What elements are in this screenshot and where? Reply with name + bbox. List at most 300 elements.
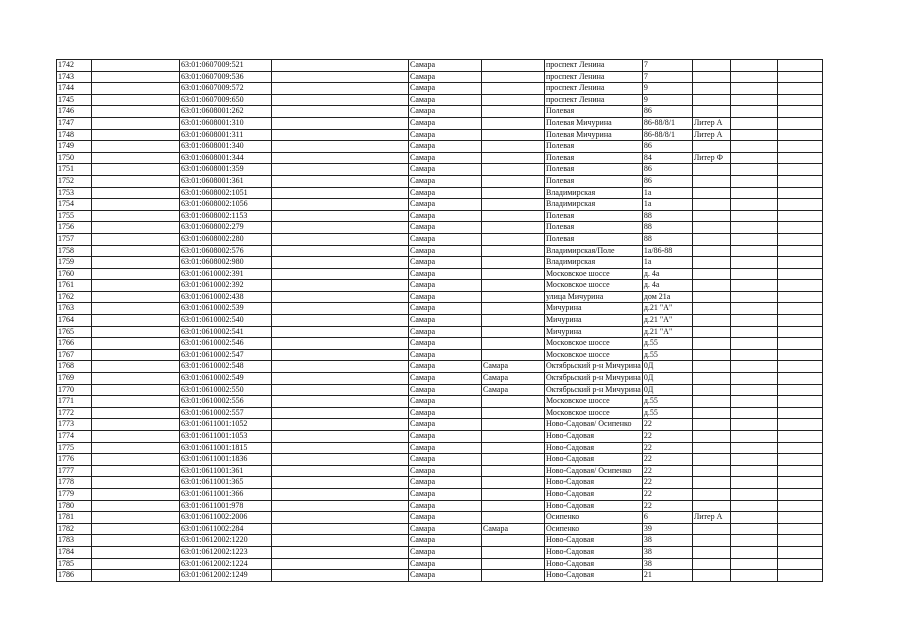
table-row [57, 175, 823, 187]
blank-col-cell [92, 477, 180, 489]
street-cell: Октябрьский р-н Мичурина [545, 373, 643, 385]
row-number-cell: 1786 [57, 570, 92, 582]
house-number-cell: д.21 "А" [642, 326, 692, 338]
liter-cell [692, 558, 730, 570]
city-cell: Самара [409, 199, 482, 211]
city-cell: Самара [409, 326, 482, 338]
house-number-cell: 88 [642, 233, 692, 245]
blank-col-cell [92, 349, 180, 361]
liter-cell [692, 361, 730, 373]
cadastral-number-cell: 63:01:0612002:1220 [180, 535, 272, 547]
house-number-cell: 22 [642, 454, 692, 466]
blank-col-cell [272, 396, 409, 408]
district-cell: Самара [482, 523, 545, 535]
extra-col-cell [730, 488, 777, 500]
extra-col-cell [730, 129, 777, 141]
district-cell [482, 488, 545, 500]
blank-col-cell [272, 419, 409, 431]
liter-cell [692, 500, 730, 512]
extra-col-cell [777, 129, 822, 141]
city-cell: Самара [409, 245, 482, 257]
blank-col-cell [272, 546, 409, 558]
extra-col-cell [730, 546, 777, 558]
table-row [57, 60, 823, 72]
blank-col-cell [272, 117, 409, 129]
house-number-cell: 22 [642, 442, 692, 454]
house-number-cell: 86 [642, 106, 692, 118]
city-cell: Самара [409, 210, 482, 222]
row-number-cell: 1759 [57, 257, 92, 269]
extra-col-cell [777, 338, 822, 350]
liter-cell [692, 83, 730, 95]
extra-col-cell [777, 546, 822, 558]
extra-col-cell [730, 407, 777, 419]
blank-col-cell [272, 199, 409, 211]
house-number-cell: 9 [642, 83, 692, 95]
row-number-cell: 1777 [57, 465, 92, 477]
extra-col-cell [730, 349, 777, 361]
city-cell: Самара [409, 187, 482, 199]
table-row [57, 94, 823, 106]
city-cell: Самара [409, 175, 482, 187]
city-cell: Самара [409, 257, 482, 269]
extra-col-cell [730, 245, 777, 257]
city-cell: Самара [409, 535, 482, 547]
cadastral-number-cell: 63:01:0608001:359 [180, 164, 272, 176]
row-number-cell: 1744 [57, 83, 92, 95]
extra-col-cell [730, 523, 777, 535]
blank-col-cell [92, 396, 180, 408]
blank-col-cell [272, 94, 409, 106]
extra-col-cell [777, 361, 822, 373]
blank-col-cell [92, 233, 180, 245]
table-row [57, 500, 823, 512]
house-number-cell: 0Д [642, 373, 692, 385]
extra-col-cell [730, 222, 777, 234]
liter-cell [692, 326, 730, 338]
blank-col-cell [272, 500, 409, 512]
extra-col-cell [777, 523, 822, 535]
city-cell: Самара [409, 94, 482, 106]
row-number-cell: 1785 [57, 558, 92, 570]
extra-col-cell [730, 175, 777, 187]
house-number-cell: 1а [642, 199, 692, 211]
extra-col-cell [777, 303, 822, 315]
extra-col-cell [730, 164, 777, 176]
cadastral-number-cell: 63:01:0610002:438 [180, 291, 272, 303]
liter-cell [692, 373, 730, 385]
cadastral-number-cell: 63:01:0610002:539 [180, 303, 272, 315]
house-number-cell: 0Д [642, 361, 692, 373]
house-number-cell: 86 [642, 141, 692, 153]
extra-col-cell [730, 210, 777, 222]
cadastral-number-cell: 63:01:0610002:548 [180, 361, 272, 373]
blank-col-cell [272, 523, 409, 535]
district-cell [482, 396, 545, 408]
liter-cell [692, 257, 730, 269]
cadastral-number-cell: 63:01:0608001:344 [180, 152, 272, 164]
blank-col-cell [92, 558, 180, 570]
street-cell: Осипенко [545, 523, 643, 535]
row-number-cell: 1754 [57, 199, 92, 211]
street-cell: Полевая [545, 222, 643, 234]
cadastral-number-cell: 63:01:0610002:550 [180, 384, 272, 396]
cadastral-number-cell: 63:01:0610002:546 [180, 338, 272, 350]
extra-col-cell [730, 106, 777, 118]
extra-col-cell [777, 210, 822, 222]
street-cell: Ново-Садовая [545, 488, 643, 500]
liter-cell [692, 222, 730, 234]
city-cell: Самара [409, 222, 482, 234]
city-cell: Самара [409, 454, 482, 466]
city-cell: Самара [409, 488, 482, 500]
city-cell: Самара [409, 419, 482, 431]
row-number-cell: 1748 [57, 129, 92, 141]
table-row [57, 523, 823, 535]
street-cell: проспект Ленина [545, 83, 643, 95]
extra-col-cell [730, 384, 777, 396]
district-cell [482, 94, 545, 106]
extra-col-cell [777, 570, 822, 582]
house-number-cell: 84 [642, 152, 692, 164]
blank-col-cell [92, 268, 180, 280]
house-number-cell: 22 [642, 419, 692, 431]
row-number-cell: 1762 [57, 291, 92, 303]
street-cell: Владимирская [545, 257, 643, 269]
table-row [57, 419, 823, 431]
extra-col-cell [777, 199, 822, 211]
cadastral-number-cell: 63:01:0611001:1053 [180, 431, 272, 443]
extra-col-cell [730, 535, 777, 547]
row-number-cell: 1755 [57, 210, 92, 222]
table-row [57, 361, 823, 373]
street-cell: Ново-Садовая [545, 442, 643, 454]
liter-cell [692, 187, 730, 199]
row-number-cell: 1779 [57, 488, 92, 500]
blank-col-cell [92, 83, 180, 95]
house-number-cell: 22 [642, 477, 692, 489]
extra-col-cell [777, 454, 822, 466]
liter-cell [692, 396, 730, 408]
extra-col-cell [777, 407, 822, 419]
blank-col-cell [92, 175, 180, 187]
row-number-cell: 1760 [57, 268, 92, 280]
house-number-cell: 7 [642, 71, 692, 83]
row-number-cell: 1763 [57, 303, 92, 315]
cadastral-number-cell: 63:01:0611001:365 [180, 477, 272, 489]
extra-col-cell [730, 419, 777, 431]
district-cell [482, 164, 545, 176]
blank-col-cell [272, 558, 409, 570]
city-cell: Самара [409, 407, 482, 419]
extra-col-cell [777, 558, 822, 570]
extra-col-cell [777, 500, 822, 512]
table-row [57, 407, 823, 419]
city-cell: Самара [409, 152, 482, 164]
liter-cell [692, 315, 730, 327]
extra-col-cell [777, 141, 822, 153]
city-cell: Самара [409, 291, 482, 303]
city-cell: Самара [409, 233, 482, 245]
city-cell: Самара [409, 558, 482, 570]
blank-col-cell [272, 488, 409, 500]
extra-col-cell [730, 570, 777, 582]
house-number-cell: 9 [642, 94, 692, 106]
blank-col-cell [272, 280, 409, 292]
extra-col-cell [777, 222, 822, 234]
house-number-cell: 7 [642, 60, 692, 72]
street-cell: Мичурина [545, 315, 643, 327]
extra-col-cell [777, 152, 822, 164]
table-row [57, 488, 823, 500]
district-cell [482, 315, 545, 327]
blank-col-cell [272, 222, 409, 234]
cadastral-number-cell: 63:01:0607009:650 [180, 94, 272, 106]
cadastral-number-cell: 63:01:0608002:1153 [180, 210, 272, 222]
city-cell: Самара [409, 315, 482, 327]
city-cell: Самара [409, 465, 482, 477]
house-number-cell: 22 [642, 500, 692, 512]
row-number-cell: 1773 [57, 419, 92, 431]
row-number-cell: 1772 [57, 407, 92, 419]
extra-col-cell [777, 233, 822, 245]
extra-col-cell [777, 291, 822, 303]
district-cell [482, 245, 545, 257]
cadastral-number-cell: 63:01:0610002:556 [180, 396, 272, 408]
table-row [57, 210, 823, 222]
street-cell: Полевая [545, 210, 643, 222]
table-row [57, 117, 823, 129]
city-cell: Самара [409, 349, 482, 361]
blank-col-cell [272, 384, 409, 396]
extra-col-cell [777, 315, 822, 327]
street-cell: Полевая [545, 164, 643, 176]
house-number-cell: 39 [642, 523, 692, 535]
extra-col-cell [730, 431, 777, 443]
extra-col-cell [777, 349, 822, 361]
liter-cell [692, 303, 730, 315]
cadastral-number-cell: 63:01:0611001:366 [180, 488, 272, 500]
house-number-cell: 22 [642, 465, 692, 477]
blank-col-cell [92, 326, 180, 338]
street-cell: Мичурина [545, 326, 643, 338]
street-cell: Ново-Садовая/ Осипенко [545, 419, 643, 431]
street-cell: Владимирская/Поле [545, 245, 643, 257]
row-number-cell: 1767 [57, 349, 92, 361]
liter-cell [692, 245, 730, 257]
house-number-cell: 22 [642, 488, 692, 500]
street-cell: Полевая [545, 233, 643, 245]
liter-cell: Литер А [692, 117, 730, 129]
extra-col-cell [730, 71, 777, 83]
cadastral-number-cell: 63:01:0607009:536 [180, 71, 272, 83]
row-number-cell: 1761 [57, 280, 92, 292]
table-row [57, 477, 823, 489]
street-cell: Полевая [545, 175, 643, 187]
extra-col-cell [730, 500, 777, 512]
row-number-cell: 1765 [57, 326, 92, 338]
extra-col-cell [730, 83, 777, 95]
house-number-cell: 1а [642, 187, 692, 199]
extra-col-cell [777, 268, 822, 280]
cadastral-number-cell: 63:01:0608002:576 [180, 245, 272, 257]
city-cell: Самара [409, 500, 482, 512]
liter-cell [692, 71, 730, 83]
extra-col-cell [730, 396, 777, 408]
extra-col-cell [777, 280, 822, 292]
blank-col-cell [272, 512, 409, 524]
liter-cell [692, 60, 730, 72]
table-row [57, 280, 823, 292]
table-row [57, 152, 823, 164]
blank-col-cell [92, 152, 180, 164]
city-cell: Самара [409, 164, 482, 176]
extra-col-cell [777, 419, 822, 431]
street-cell: Ново-Садовая [545, 454, 643, 466]
extra-col-cell [777, 477, 822, 489]
row-number-cell: 1753 [57, 187, 92, 199]
city-cell: Самара [409, 431, 482, 443]
blank-col-cell [272, 233, 409, 245]
house-number-cell: 86 [642, 175, 692, 187]
street-cell: Ново-Садовая [545, 431, 643, 443]
blank-col-cell [272, 303, 409, 315]
house-number-cell: д.21 "А" [642, 303, 692, 315]
district-cell [482, 60, 545, 72]
street-cell: Ново-Садовая [545, 477, 643, 489]
row-number-cell: 1756 [57, 222, 92, 234]
district-cell [482, 71, 545, 83]
row-number-cell: 1781 [57, 512, 92, 524]
cadastral-number-cell: 63:01:0610002:547 [180, 349, 272, 361]
blank-col-cell [92, 500, 180, 512]
city-cell: Самара [409, 477, 482, 489]
blank-col-cell [92, 361, 180, 373]
district-cell: Самара [482, 373, 545, 385]
cadastral-number-cell: 63:01:0610002:541 [180, 326, 272, 338]
house-number-cell: дом 21а [642, 291, 692, 303]
liter-cell [692, 407, 730, 419]
district-cell [482, 106, 545, 118]
district-cell [482, 233, 545, 245]
row-number-cell: 1757 [57, 233, 92, 245]
liter-cell [692, 280, 730, 292]
table-row [57, 512, 823, 524]
extra-col-cell [730, 141, 777, 153]
extra-col-cell [730, 187, 777, 199]
blank-col-cell [272, 338, 409, 350]
table-row [57, 315, 823, 327]
row-number-cell: 1771 [57, 396, 92, 408]
district-cell [482, 199, 545, 211]
street-cell: Мичурина [545, 303, 643, 315]
extra-col-cell [730, 326, 777, 338]
blank-col-cell [92, 280, 180, 292]
blank-col-cell [272, 257, 409, 269]
blank-col-cell [92, 164, 180, 176]
blank-col-cell [272, 361, 409, 373]
blank-col-cell [92, 315, 180, 327]
blank-col-cell [92, 407, 180, 419]
blank-col-cell [92, 546, 180, 558]
house-number-cell: 88 [642, 210, 692, 222]
district-cell [482, 338, 545, 350]
table-row [57, 222, 823, 234]
extra-col-cell [730, 454, 777, 466]
house-number-cell: 0Д [642, 384, 692, 396]
extra-col-cell [777, 257, 822, 269]
extra-col-cell [730, 233, 777, 245]
row-number-cell: 1750 [57, 152, 92, 164]
extra-col-cell [730, 94, 777, 106]
table-row [57, 326, 823, 338]
blank-col-cell [272, 268, 409, 280]
liter-cell [692, 175, 730, 187]
street-cell: улица Мичурина [545, 291, 643, 303]
street-cell: Московское шоссе [545, 396, 643, 408]
blank-col-cell [92, 303, 180, 315]
house-number-cell: д.55 [642, 338, 692, 350]
house-number-cell: 38 [642, 535, 692, 547]
cadastral-number-cell: 63:01:0610002:557 [180, 407, 272, 419]
city-cell: Самара [409, 303, 482, 315]
blank-col-cell [272, 141, 409, 153]
extra-col-cell [730, 199, 777, 211]
district-cell [482, 129, 545, 141]
row-number-cell: 1774 [57, 431, 92, 443]
liter-cell [692, 233, 730, 245]
city-cell: Самара [409, 106, 482, 118]
extra-col-cell [730, 373, 777, 385]
house-number-cell: 38 [642, 558, 692, 570]
district-cell [482, 210, 545, 222]
liter-cell [692, 164, 730, 176]
city-cell: Самара [409, 384, 482, 396]
extra-col-cell [777, 535, 822, 547]
district-cell [482, 303, 545, 315]
table-row [57, 106, 823, 118]
house-number-cell: 1а/86-88 [642, 245, 692, 257]
extra-col-cell [730, 338, 777, 350]
district-cell [482, 175, 545, 187]
row-number-cell: 1775 [57, 442, 92, 454]
blank-col-cell [92, 222, 180, 234]
extra-col-cell [730, 315, 777, 327]
extra-col-cell [730, 558, 777, 570]
cadastral-number-cell: 63:01:0608001:262 [180, 106, 272, 118]
blank-col-cell [92, 71, 180, 83]
extra-col-cell [777, 164, 822, 176]
street-cell: Полевая [545, 152, 643, 164]
row-number-cell: 1783 [57, 535, 92, 547]
cadastral-number-cell: 63:01:0608002:1056 [180, 199, 272, 211]
liter-cell [692, 465, 730, 477]
cadastral-number-cell: 63:01:0610002:540 [180, 315, 272, 327]
cadastral-number-cell: 63:01:0611002:2006 [180, 512, 272, 524]
table-row [57, 83, 823, 95]
district-cell [482, 349, 545, 361]
extra-col-cell [777, 245, 822, 257]
cadastral-number-cell: 63:01:0610002:392 [180, 280, 272, 292]
blank-col-cell [272, 326, 409, 338]
blank-col-cell [92, 523, 180, 535]
street-cell: Ново-Садовая [545, 570, 643, 582]
row-number-cell: 1784 [57, 546, 92, 558]
house-number-cell: 86 [642, 164, 692, 176]
liter-cell [692, 338, 730, 350]
house-number-cell: д.55 [642, 407, 692, 419]
extra-col-cell [730, 303, 777, 315]
